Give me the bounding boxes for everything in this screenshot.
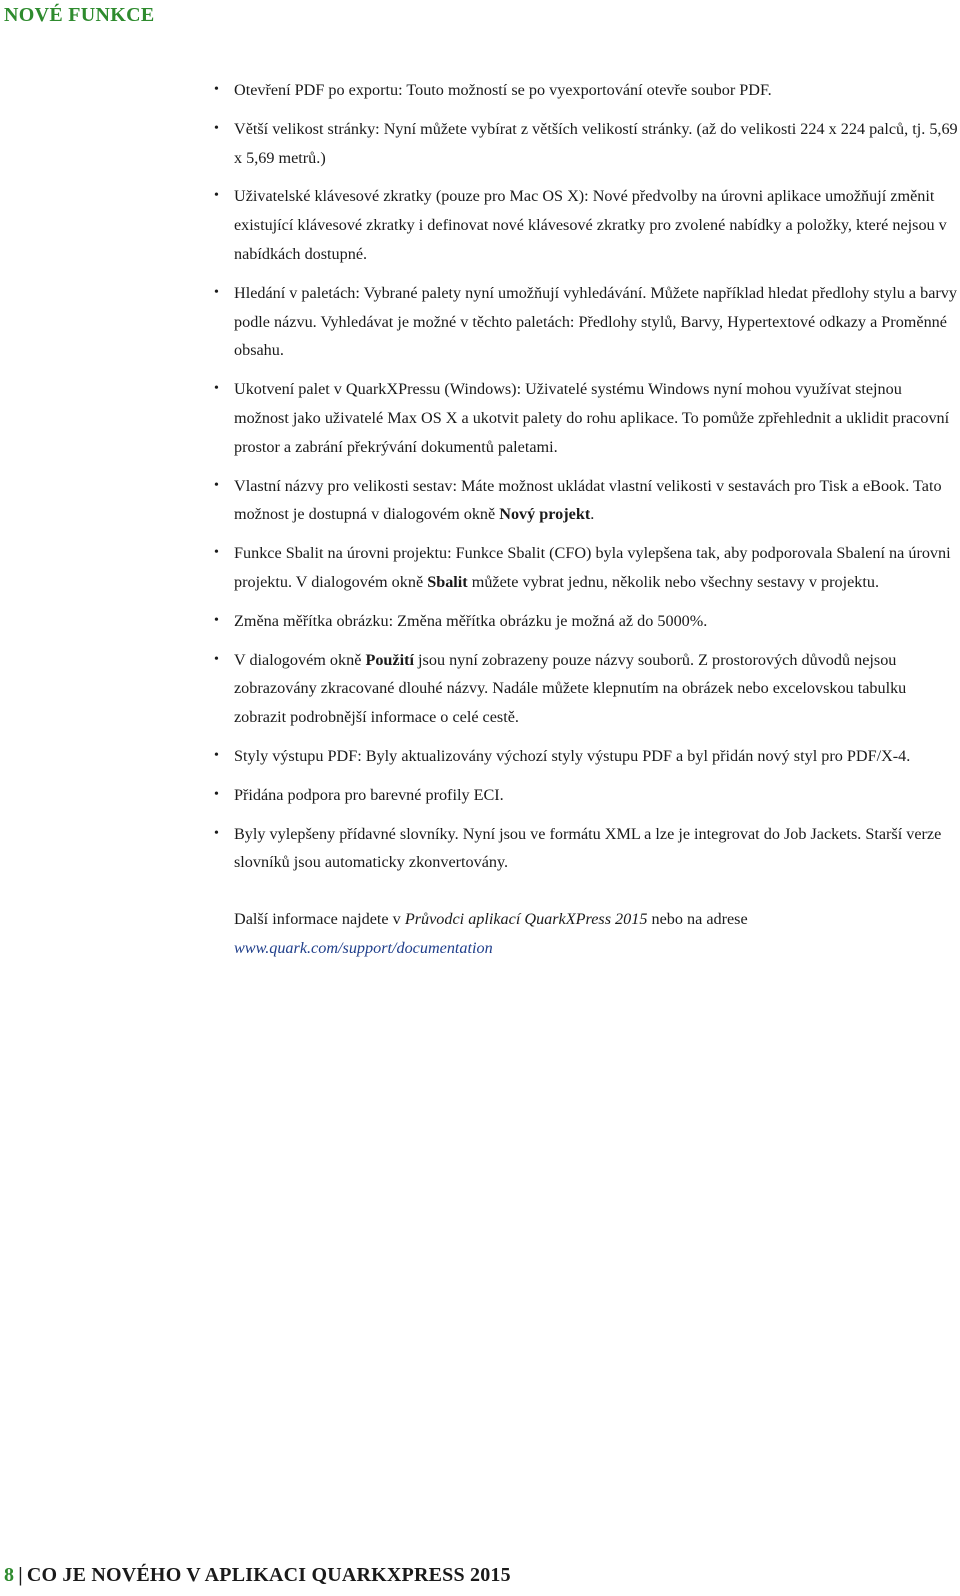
more-info-middle: nebo na adrese [647,910,748,929]
list-item [212,279,960,365]
list-item-text: . [590,505,595,524]
list-item [212,646,960,732]
list-item-text: Otevření PDF po exportu: Touto možností se po vyexportování otevře soubor PDF. [234,81,772,99]
more-info-prefix: Další informace najdete v [234,910,405,929]
bullet-dot-icon: • [214,786,219,802]
list-item-text: Přidána podpora pro barevné profily ECI. [234,785,504,804]
bold-term: Sbalit [427,572,468,591]
list-item-text: můžete vybrat jednu, několik nebo všechny sestavy v projektu. [467,572,880,591]
footer-title: CO JE NOVÉHO V APLIKACI QUARKXPRESS 2015 [26,1564,511,1586]
list-item-text: Uživatelské klávesové zkratky (pouze pro Mac OS X): Nové předvolby na úrovni aplikace umožňují změnit existující klávesové zkratky i definovat nové klávesové zkratky pro zvolené nabídky a položky, které nejsou v nabídkách dostupné. [234,187,947,263]
more-info-paragraph [212,905,960,963]
feature-list [212,76,960,877]
list-item [212,472,960,530]
page-title: NOVÉ FUNKCE [4,4,155,26]
bullet-dot-icon: • [214,651,219,667]
list-item [212,182,960,268]
main-content [212,76,960,963]
bullet-dot-icon: • [214,82,219,97]
list-item [212,76,960,105]
list-item [212,115,960,173]
list-item-text: Ukotvení palet v QuarkXPressu (Windows): Uživatelé systému Windows nyní mohou využívat stejnou možnost jako uživatelé Max OS X a ukotvit palety do rohu aplikace. To pomůže zpřehlednit a uklidit pracovní prostor a zabrání překrývání dokumentů paletami. [234,380,950,456]
page-number: 8 [4,1564,15,1586]
footer-separator: | [18,1564,23,1586]
list-item [212,375,960,461]
list-item [212,781,960,810]
list-item-text: Vlastní názvy pro velikosti sestav: Máte možnost ukládat vlastní velikosti v sestavách pro Tisk a eBook. Tato možnost je dostupná v dialogovém okně [234,476,942,524]
bullet-dot-icon: • [214,477,219,493]
list-item-text: Styly výstupu PDF: Byly aktualizovány výchozí styly výstupu PDF a byl přidán nový styl pro PDF/X-4. [234,746,911,765]
list-item-text: V dialogovém okně [234,650,366,669]
guide-title: Průvodci aplikací QuarkXPress 2015 [404,910,648,929]
list-item-text: Větší velikost stránky: Nyní můžete vybírat z větších velikostí stránky. (až do velikosti 224 x 224 palců, tj. 5,69 x 5,69 metrů.) [234,119,958,167]
list-item-text: Funkce Sbalit na úrovni projektu: Funkce Sbalit (CFO) byla vylepšena tak, aby podporovala Sbalení na úrovni projektu. V dialogovém okně [234,544,951,591]
list-item-text: Hledání v paletách: Vybrané palety nyní umožňují vyhledávání. Můžete například hledat předlohy stylu a barvy podle názvu. Vyhledávat je možné v těchto paletách: Předlohy stylů, Barvy, Hypertextové odkazy a Proměnné obsahu. [234,283,957,360]
bold-term: Nový projekt [499,505,591,524]
documentation-link[interactable]: www.quark.com/support/documentation [234,938,493,957]
list-item [212,820,960,878]
bold-term: Použití [365,650,414,669]
list-item-text: Byly vylepšeny přídavné slovníky. Nyní jsou ve formátu XML a lze je integrovat do Job Jackets. Starší verze slovníků jsou automaticky zkonvertovány. [234,824,942,872]
bullet-dot-icon: • [214,284,219,300]
list-item [212,742,960,771]
bullet-dot-icon: • [214,747,219,763]
list-item-text: Změna měřítka obrázku: Změna měřítka obrázku je možná až do 5000%. [234,611,708,630]
bullet-dot-icon: • [214,120,219,136]
bullet-dot-icon: • [214,825,219,841]
bullet-dot-icon: • [214,612,219,628]
page-footer [4,1564,511,1587]
list-item [212,607,960,636]
bullet-dot-icon: • [214,188,219,204]
bullet-dot-icon: • [214,381,219,397]
list-item [212,539,960,597]
list-item-text: jsou nyní zobrazeny pouze názvy souborů. Z prostorových důvodů nejsou zobrazovány zkracované dlouhé názvy. Nadále můžete klepnutím na obrázek nebo excelovskou tabulku zobrazit podrobnější informace o celé cestě. [234,650,907,727]
bullet-dot-icon: • [214,545,219,561]
